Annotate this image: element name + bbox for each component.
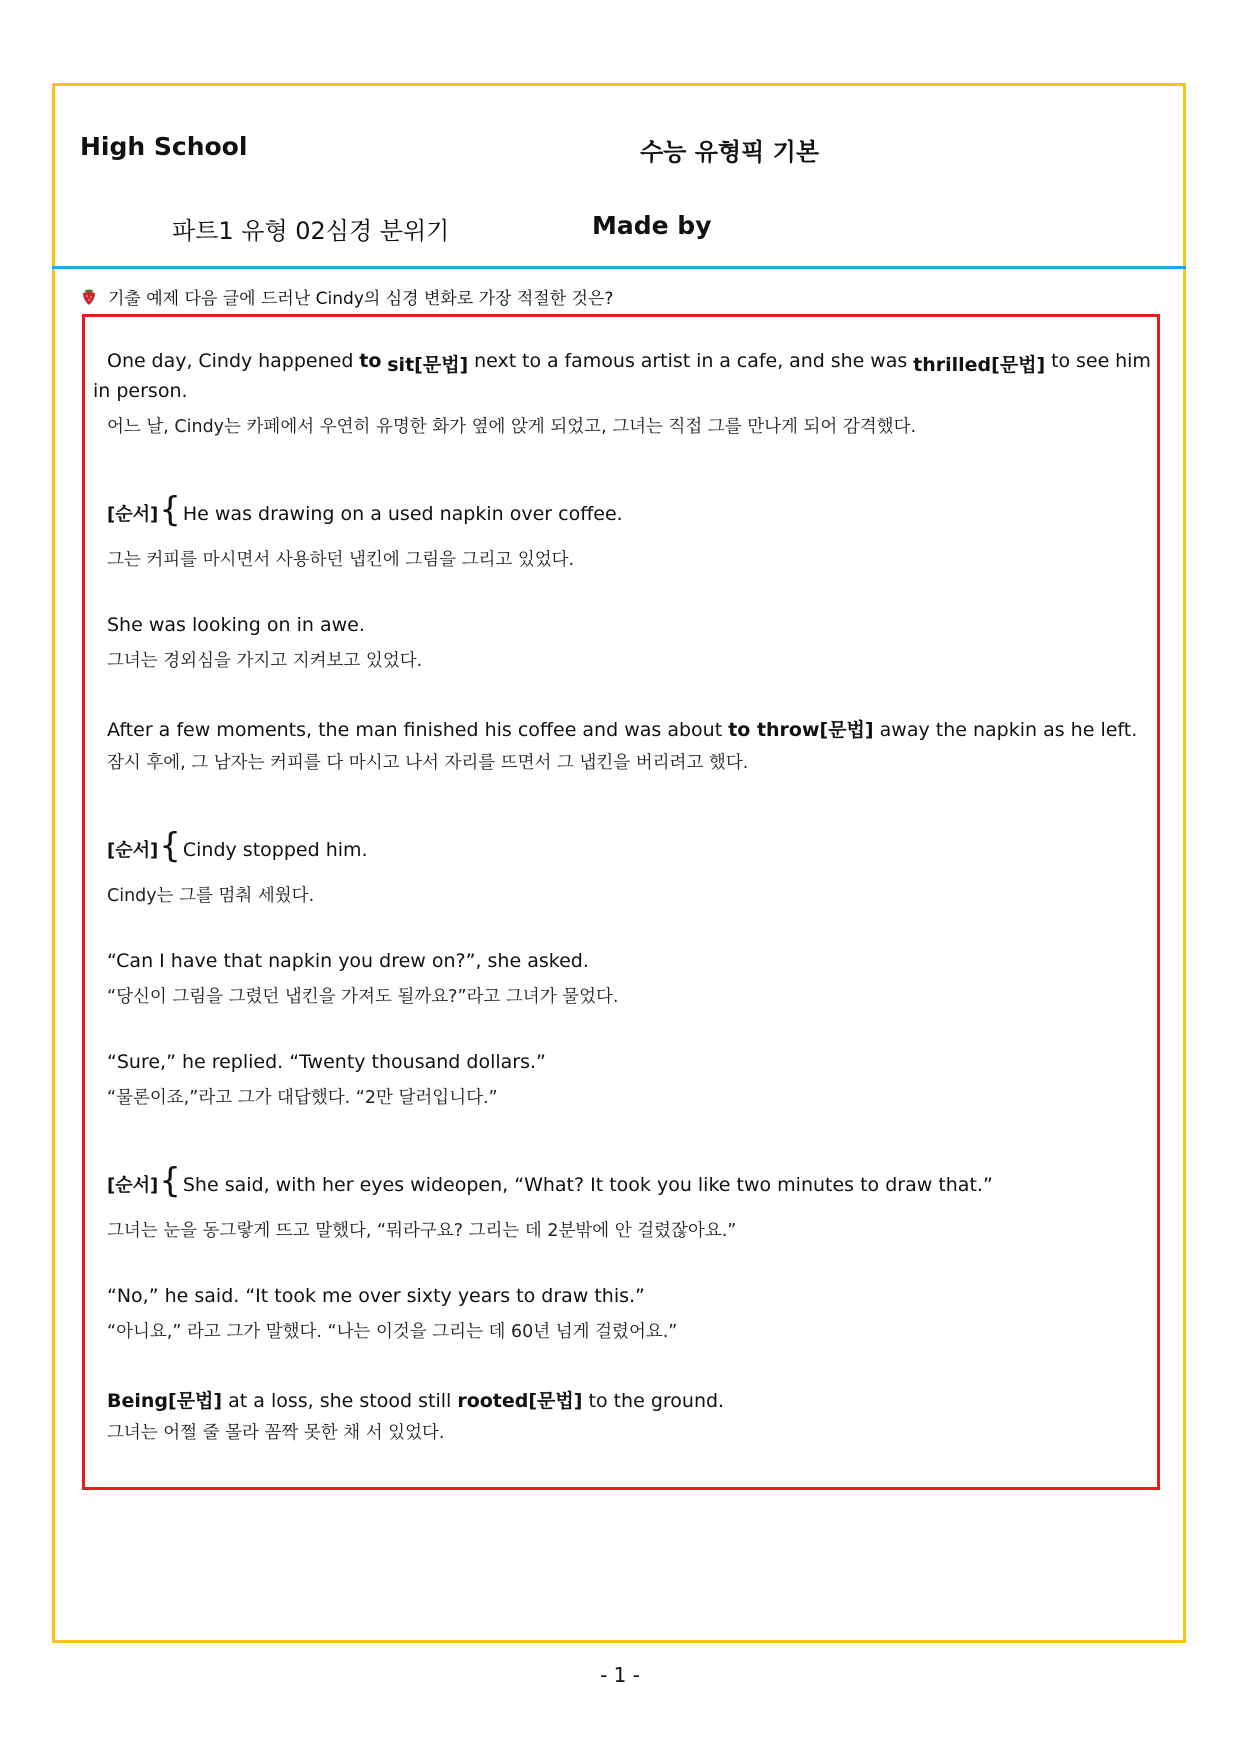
brace-icon: { <box>159 490 181 530</box>
school-label: High School <box>80 132 248 161</box>
word: to <box>522 350 542 372</box>
translation-5: Cindy는 그를 멈춰 세웠다. <box>107 886 315 906</box>
order-marker: [순서] <box>107 1175 159 1196</box>
order-marker: [순서] <box>107 840 159 861</box>
word: happened <box>258 350 354 372</box>
translation-1: 어느 날, Cindy는 카페에서 우연히 유명한 화가 옆에 앉게 되었고, 그녀는 직접 그를 만나게 되어 감격했다. <box>107 417 917 437</box>
word: to <box>1051 350 1071 372</box>
word: artist <box>640 350 691 372</box>
word: One <box>107 350 146 372</box>
passage-line-5: [순서] { Cindy stopped him. <box>107 826 368 866</box>
passage-line-7: “Sure,” he replied. “Twenty thousand dollars.” <box>107 1051 546 1073</box>
series-title: 수능 유형픽 기본 <box>640 138 819 166</box>
part-title: 파트1 유형 02심경 분위기 <box>172 217 450 245</box>
translation-6: “당신이 그림을 그렸던 냅킨을 가져도 될까요?”라고 그녀가 물었다. <box>107 987 619 1007</box>
word: sit[문법] <box>387 354 469 376</box>
page-number: - 1 - <box>600 1663 640 1687</box>
word: a <box>719 350 731 372</box>
translation-7: “물론이죠,”라고 그가 대답했다. “2만 달러입니다.” <box>107 1088 498 1108</box>
made-by-label: Made by <box>592 211 712 240</box>
passage-line-10: Being[문법] at a loss, she stood still rooted[문법] to the ground. <box>107 1390 725 1412</box>
passage-line-3: She was looking on in awe. <box>107 614 365 636</box>
word: to <box>359 350 382 372</box>
translation-9: “아니요,” 라고 그가 말했다. “나는 이것을 그리는 데 60년 넘게 걸렸어요.” <box>107 1322 678 1342</box>
translation-3: 그녀는 경외심을 가지고 지켜보고 있었다. <box>107 651 423 671</box>
header-divider <box>52 266 1186 269</box>
brace-icon: { <box>159 1161 181 1201</box>
word: see <box>1075 350 1110 372</box>
word: Cindy <box>198 350 253 372</box>
passage-line-1 <box>107 350 1151 377</box>
word: cafe, <box>736 350 784 372</box>
word: a <box>546 350 559 372</box>
word: next <box>474 350 517 372</box>
passage-line-4: After a few moments, the man finished his coffee and was about to throw[문법] away the napkin as he left. <box>107 719 1138 741</box>
translation-8: 그녀는 눈을 동그랗게 뜨고 말했다, “뭐라구요? 그리는 데 2분밖에 안 걸렸잖아요.” <box>107 1221 737 1241</box>
passage-line-1b: in person. <box>93 380 188 402</box>
question-text: 기출 예제 다음 글에 드러난 Cindy의 심경 변화로 가장 적절한 것은? <box>108 289 614 309</box>
word: him <box>1115 350 1151 372</box>
word: she <box>830 350 865 372</box>
word: thrilled[문법] <box>913 354 1046 376</box>
question-prompt <box>82 284 613 309</box>
translation-10: 그녀는 어쩔 줄 몰라 꼼짝 못한 채 서 있었다. <box>107 1423 445 1443</box>
passage-line-9: “No,” he said. “It took me over sixty years to draw this.” <box>107 1285 645 1307</box>
brace-icon: { <box>159 826 181 866</box>
translation-2: 그는 커피를 마시면서 사용하던 냅킨에 그림을 그리고 있었다. <box>107 550 575 570</box>
passage-line-6: “Can I have that napkin you drew on?”, she asked. <box>107 950 589 972</box>
translation-4: 잠시 후에, 그 남자는 커피를 다 마시고 나서 자리를 뜨면서 그 냅킨을 버리려고 했다. <box>107 753 749 773</box>
word: day, <box>151 350 193 372</box>
word: was <box>870 350 908 372</box>
order-marker: [순서] <box>107 504 159 525</box>
passage-line-2: [순서] { He was drawing on a used napkin over coffee. <box>107 490 623 530</box>
word: famous <box>564 350 635 372</box>
word: in <box>696 350 714 372</box>
word: and <box>789 350 825 372</box>
strawberry-icon <box>82 288 96 306</box>
passage-line-8: [순서] { She said, with her eyes wideopen, “What? It took you like two minutes to draw that.” <box>107 1161 993 1201</box>
